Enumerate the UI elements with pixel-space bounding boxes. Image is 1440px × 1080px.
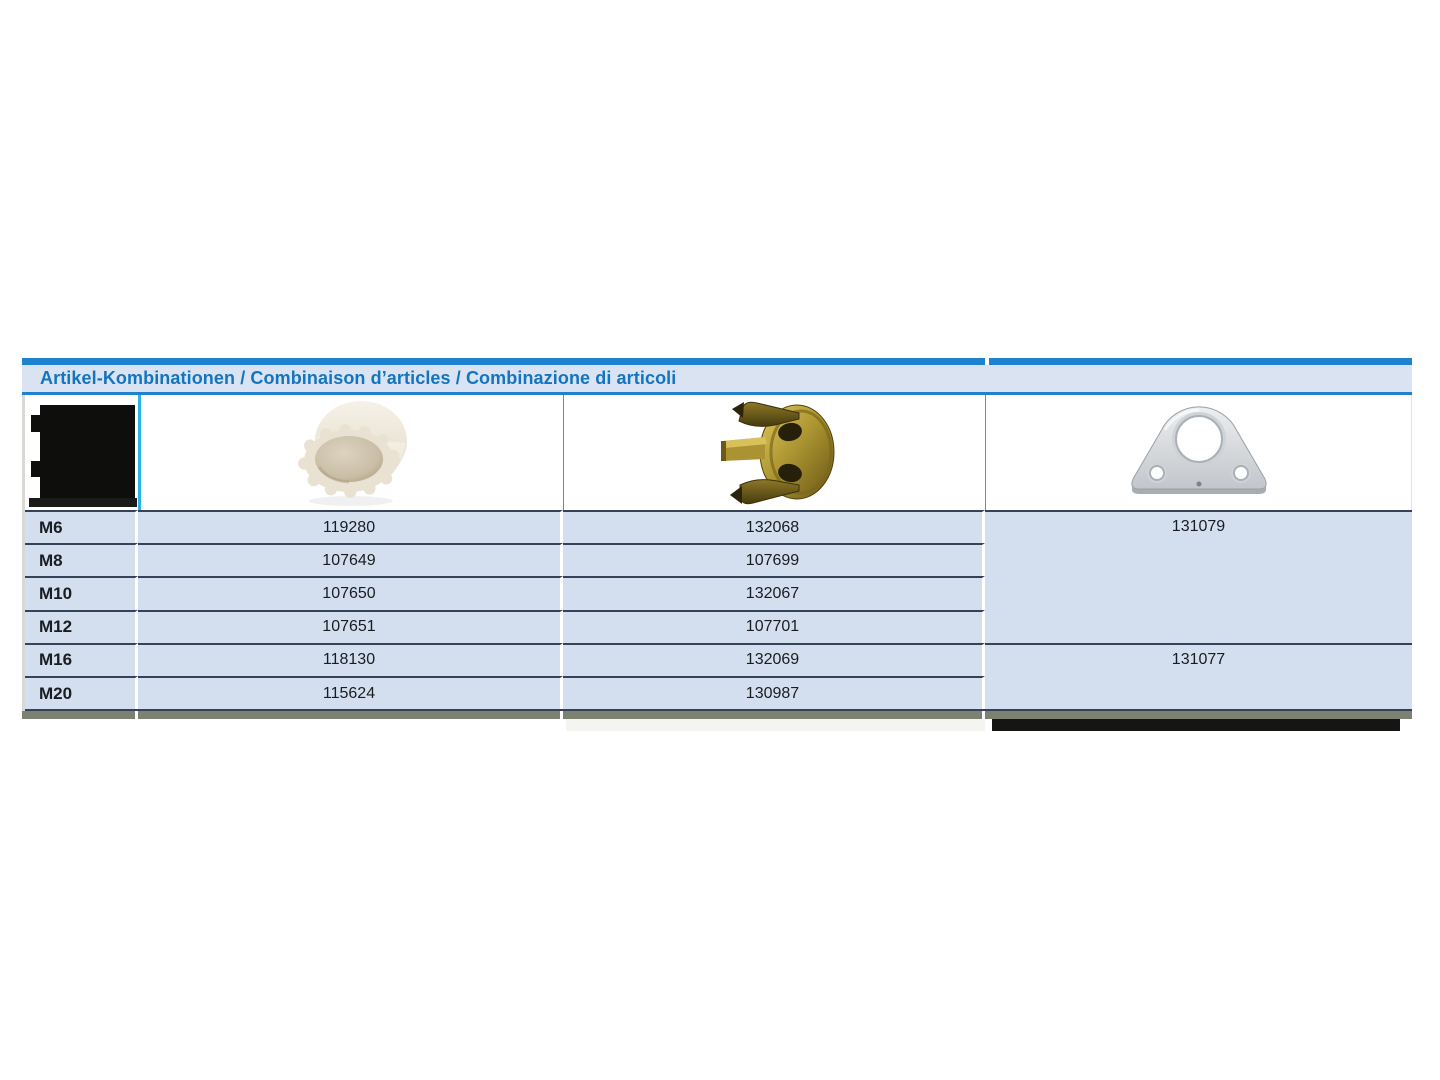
- black-part-tab: [31, 415, 40, 432]
- light-under-strip: [566, 719, 985, 731]
- aluminum-mounting-flange-image: [1119, 397, 1279, 509]
- article-number-cell: 132067: [563, 576, 985, 609]
- row-label-m6: M6: [22, 510, 138, 543]
- article-number-cell: 119280: [138, 510, 563, 543]
- product-photo-flange: [986, 395, 1412, 510]
- brass-claw-clamp-image: [695, 397, 855, 509]
- row-label-m16: M16: [22, 643, 138, 676]
- cream-knurled-sleeve-image: [277, 397, 427, 509]
- shadow-segment: [22, 711, 135, 719]
- article-combinations-table: [22, 358, 1412, 719]
- row-label-m10: M10: [22, 576, 138, 609]
- article-number-cell: 107651: [138, 610, 563, 643]
- title-bar: [22, 365, 1412, 392]
- merged-article-number-cell: 131079: [985, 510, 1412, 643]
- shadow-segment: [563, 711, 982, 719]
- article-number-cell: 107650: [138, 576, 563, 609]
- article-number-cell: 130987: [563, 676, 985, 709]
- article-number-cell: 132068: [563, 510, 985, 543]
- product-image-row: [22, 395, 1412, 510]
- black-under-strip: [992, 719, 1400, 731]
- article-number-cell: 107699: [563, 543, 985, 576]
- black-part-body: [40, 405, 135, 498]
- article-number-cell: 107701: [563, 610, 985, 643]
- row-label-m8: M8: [22, 543, 138, 576]
- black-part-tab: [31, 461, 40, 477]
- title-top-rule: [22, 358, 1412, 365]
- article-number-cell: 118130: [138, 643, 563, 676]
- row-label-m20: M20: [22, 676, 138, 709]
- product-photo-sleeve: [141, 395, 564, 510]
- table-bottom-shadow: [22, 711, 1412, 719]
- shadow-segment: [985, 711, 1412, 719]
- left-edge-shadow: [22, 395, 25, 711]
- row-label-m12: M12: [22, 610, 138, 643]
- product-photo-clamp: [564, 395, 986, 510]
- title-bar-seam: [985, 358, 989, 365]
- black-part-shadow: [29, 498, 137, 507]
- thread-size-table: [22, 510, 1412, 711]
- article-number-cell: 115624: [138, 676, 563, 709]
- article-number-cell: 107649: [138, 543, 563, 576]
- article-number-cell: 132069: [563, 643, 985, 676]
- product-photo-black-part: [22, 395, 141, 510]
- shadow-segment: [138, 711, 560, 719]
- page-title: Artikel-Kombinationen / Combinaison d’articles / Combinazione di articoli: [40, 368, 677, 388]
- merged-article-number-cell: 131077: [985, 643, 1412, 709]
